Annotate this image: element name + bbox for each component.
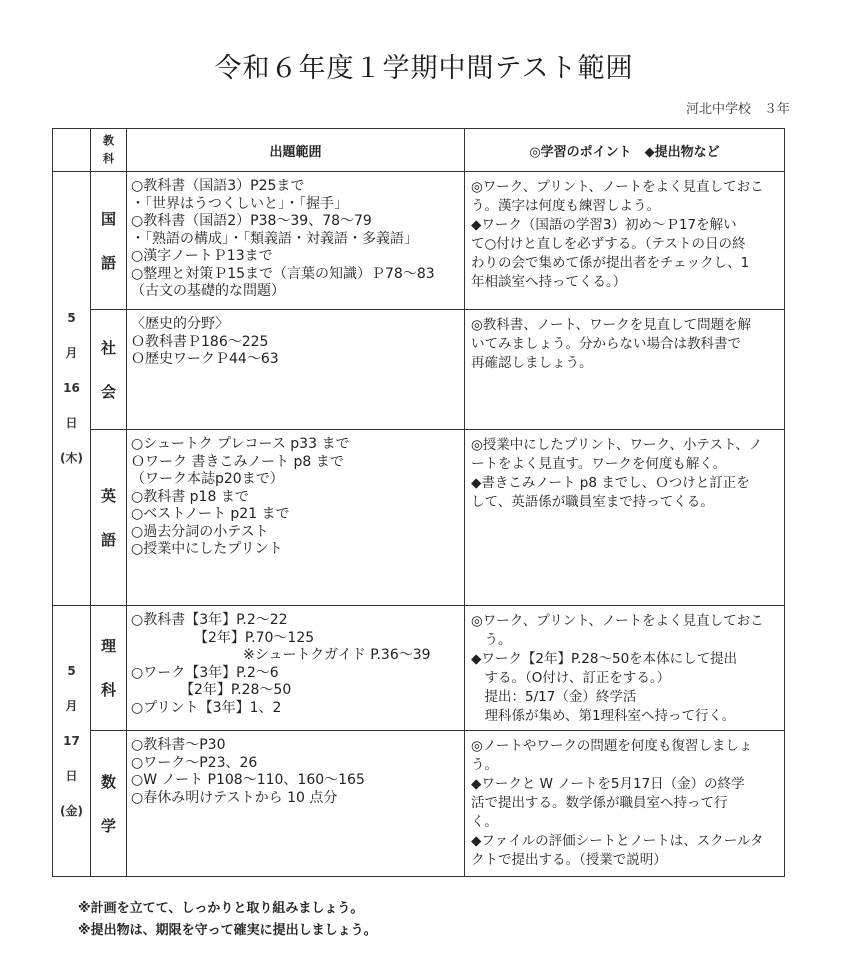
table-header-row [53,129,785,172]
points-line: ◎ノートやワークの問題を何度も復習しましょ [471,738,753,754]
scope-line: Ｏ歴史ワークＰ44～63 [131,351,279,367]
points-line: ートをよく見直す。ワークを何度も解く。 [471,456,727,472]
points-line: ◎ワーク、プリント、ノートをよく見直しておこ [471,179,764,195]
scope-line: Ｏ教科書Ｐ186～225 [131,333,269,350]
scope-line: ○教科書（国語3）P25まで [131,178,305,194]
subject-char: 英 [100,486,116,505]
scope-line: ○教科書～P30 [131,737,226,753]
points-line: 活で提出する。数学係が職員室へ持って行 [471,795,728,811]
header-scope: 出題範囲 [127,129,465,172]
points-line: する。（O付け、訂正をする。） [471,670,671,686]
subject-social-studies [91,310,127,430]
scope-line: ○プリント【3年】1、2 [131,699,282,716]
subject-char: 国 [100,209,116,228]
points-cell [465,310,785,430]
points-line: 年相談室へ持ってくる。） [471,274,627,290]
header-subject-char: 教 [103,134,114,147]
table-row [53,430,785,606]
scope-line: ○ワーク～P23、26 [131,754,258,771]
scope-line: ○授業中にしたプリント [131,541,283,557]
points-line: ◎教科書、ノート、ワークを見直して問題を解 [471,317,752,333]
date-text: 日 [65,416,78,430]
points-line: して、英語係が職員室まで持ってくる。 [471,494,714,510]
exam-range-table [52,128,785,877]
subject-science [91,606,127,731]
scope-line: 〈歴史的分野〉 [131,316,229,332]
scope-line: ○シュートク プレコース p33 まで [131,436,350,452]
scope-line: （ワーク本誌p20まで） [131,471,284,487]
date-cell-may17 [53,606,91,877]
scope-cell [127,310,465,430]
subject-char: 会 [100,382,116,401]
scope-line: ※シュートクガイド P.36～39 [131,647,431,663]
scope-cell [127,172,465,310]
points-line: ◆ワークと W ノートを5月17日（金）の終学 [471,776,745,792]
date-cell-may16 [53,172,91,606]
points-line: 理科係が集め、第1理科室へ持って行く。 [471,708,736,724]
points-line: う。漢字は何度も練習しよう。 [471,198,660,214]
points-line: く。 [471,814,498,830]
scope-cell [127,606,465,731]
points-line: う。 [471,757,498,773]
scope-line: ○教科書（国語2）P38～39、78～79 [131,213,372,229]
scope-line: ・「世界はうつくしいと」・「握手」 [131,195,348,212]
points-line: 再確認しましょう。 [471,355,593,371]
points-line: 提出：5/17（金）終学活 [471,689,637,705]
date-text: 月 [65,698,78,713]
subject-char: 語 [100,253,116,272]
subject-char: 数 [100,772,116,791]
header-date [53,129,91,172]
subject-char: 科 [100,681,116,699]
scope-line: ○W ノート P108～110、160～165 [131,772,365,788]
scope-line: ○春休み明けテストから 10 点分 [131,789,338,806]
scope-line: ○整理と対策Ｐ15まで（言葉の知識）Ｐ78～83 [131,265,435,282]
points-line: ◆書きこみノート p8 までし、Ｏつけと訂正を [471,475,750,491]
points-line: いてみましょう。分からない場合は教科書で [471,336,741,352]
points-line: ◆ファイルの評価シートとノートは、スクールタ [471,833,764,849]
table-row [53,606,785,731]
points-line: ◎ワーク、プリント、ノートをよく見直しておこ [471,613,764,629]
subject-char: 社 [100,338,116,357]
footnote-line: ※計画を立てて、しっかりと取り組みましょう。 [78,901,364,916]
scope-line: ○ワーク【3年】P.2～6 [131,664,279,681]
header-subject-char: 科 [103,152,114,165]
scope-line: Ｏワーク 書きこみノート p8 まで [131,453,344,470]
scope-line: ○漢字ノートＰ13まで [131,248,273,264]
date-text: (金) [60,803,83,818]
date-text: 16 [63,381,80,395]
points-cell [465,606,785,731]
subject-char: 語 [100,530,116,549]
subject-english [91,430,127,606]
subject-japanese [91,172,127,310]
points-line: クトで提出する。（授業で説明） [471,852,667,868]
date-text: 日 [65,768,78,783]
date-text: (木) [60,451,83,465]
table-row [53,172,785,310]
points-line: ◎授業中にしたプリント、ワーク、小テスト、ノ [471,437,763,453]
date-text: 5 [67,311,76,325]
points-line: う。 [471,632,512,648]
scope-line: ○教科書【3年】P.2～22 [131,612,288,628]
points-line: わりの会で集めて係が提出者をチェックし、1 [471,255,750,271]
scope-line: ○教科書 p18 まで [131,488,249,505]
table-row [53,310,785,430]
scope-line: 【2年】P.70～125 [131,629,315,646]
points-line: ◆ワーク【2年】P.28～50を本体にして提出 [471,651,738,667]
points-cell [465,172,785,310]
scope-line: ○過去分詞の小テスト [131,523,269,540]
scope-cell [127,430,465,606]
points-line: ◆ワーク（国語の学習3）初め～Ｐ17を解い [471,217,737,233]
footnotes [78,898,377,942]
scope-line: ・「熟語の構成」・「類義語・対義語・多義語」 [131,230,418,247]
points-cell [465,430,785,606]
header-points: ◎学習のポイント ◆提出物など [465,129,785,172]
subject-math [91,731,127,877]
page-title: 令和６年度１学期中間テスト範囲 [214,53,634,84]
header-subject [91,129,127,172]
date-text: 月 [65,346,78,360]
scope-line: 【2年】P.28～50 [131,682,292,698]
school-grade: 河北中学校 ３年 [685,102,790,117]
date-text: 5 [67,663,76,678]
scope-cell [127,731,465,877]
subject-char: 理 [100,637,116,655]
points-line: て○付けと直しを必ずする。（テストの日の終 [471,236,746,252]
points-cell [465,731,785,877]
table-row [53,731,785,877]
scope-line: （古文の基礎的な問題） [131,283,285,299]
footnote-line: ※提出物は、期限を守って確実に提出しましょう。 [78,923,377,938]
date-text: 17 [63,733,80,748]
subject-char: 学 [100,816,116,835]
scope-line: ○ベストノート p21 まで [131,506,290,522]
